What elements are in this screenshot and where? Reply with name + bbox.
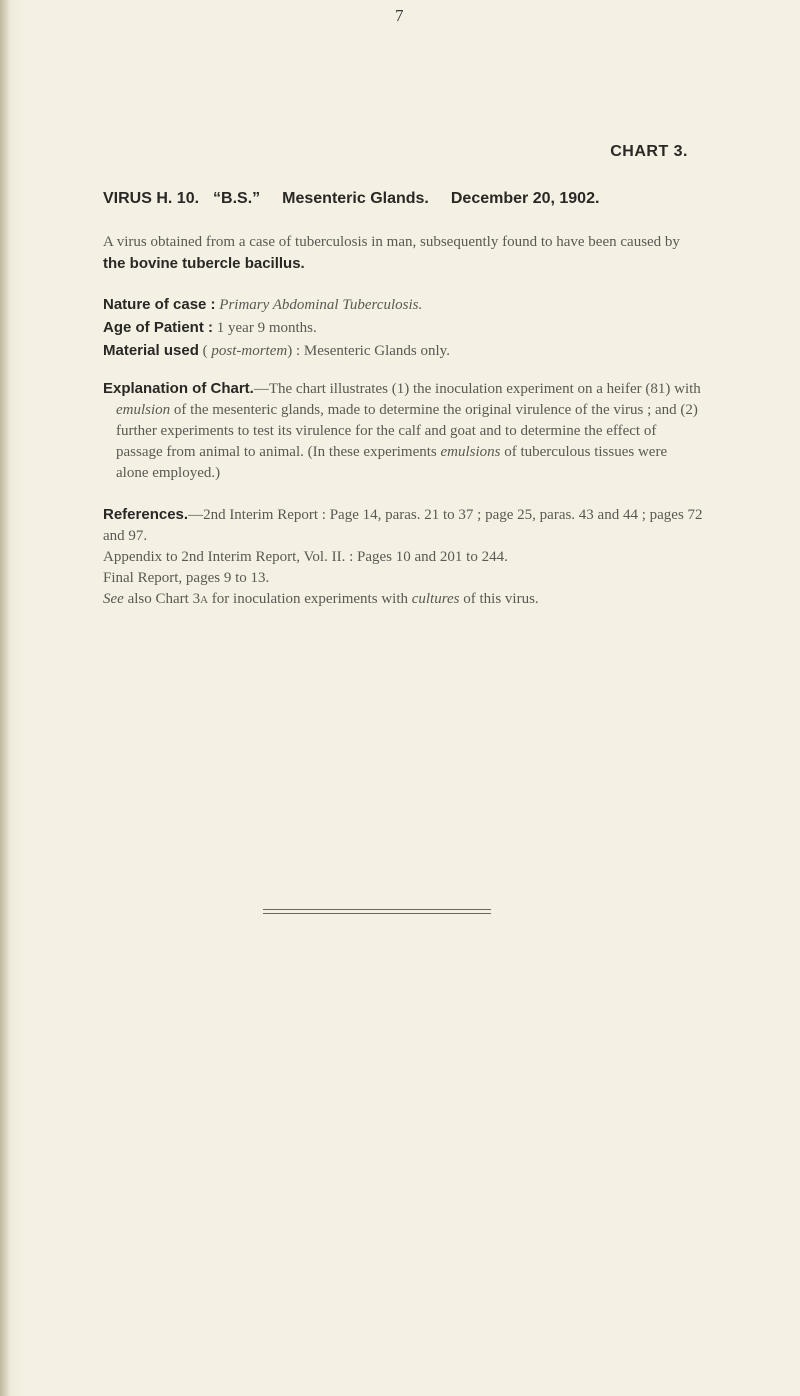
intro-text: A virus obtained from a case of tuberculosis in man, subsequently found to have been caused by: [103, 234, 680, 250]
case-material-row: Material used ( post-mortem) : Mesenteric Glands only.: [103, 342, 450, 359]
intro-paragraph: [103, 232, 703, 275]
references-line-3: Final Report, pages 9 to 13.: [103, 570, 270, 586]
explanation-italic-1: emulsion: [116, 402, 171, 418]
page-number: 7: [395, 6, 404, 25]
explanation-text-3: of tuberculous tissues were alone employed.): [116, 444, 668, 481]
chart-label: CHART 3.: [610, 143, 688, 160]
explanation-text-2: of the mesenteric glands, made to determine the original virulence of the virus ; and (2) further experiments to test its virulence for the calf and goat and to determine the effect of passage from animal to animal. (In these experiments: [116, 402, 698, 460]
explanation-body: [103, 378, 703, 484]
case-nature-row: [103, 294, 703, 316]
rule-bottom: [263, 913, 491, 914]
references-line-1: [90, 504, 705, 547]
chart-heading: [103, 190, 613, 208]
explanation-text-1: —The chart illustrates (1) the inoculation experiment on a heifer (81) with: [253, 381, 701, 397]
see-also-text-2: for inoculation experiments with: [208, 591, 412, 607]
book-spine-shadow: [0, 0, 10, 1396]
rule-top: [263, 909, 491, 910]
see-also-text-3: of this virus.: [459, 591, 539, 607]
explanation-paragraph: [103, 378, 703, 484]
case-nature-value: Primary Abdominal Tuberculosis.: [219, 297, 423, 313]
heading-virus: VIRUS H. 10.: [103, 190, 200, 207]
case-age-value: 1 year 9 months.: [216, 320, 317, 336]
case-age-label: Age of Patient :: [103, 319, 214, 336]
see-also-italic: See: [103, 591, 124, 607]
explanation-italic-2: emulsions: [440, 444, 501, 460]
case-material-value: Mesenteric Glands only.: [303, 343, 450, 359]
case-material-qualifier: post-mortem: [211, 343, 288, 359]
case-age-row: [103, 317, 703, 339]
references-see-also: [90, 589, 705, 611]
references-line-2: Appendix to 2nd Interim Report, Vol. II. : Pages 10 and 201 to 244.: [103, 549, 508, 565]
intro-bold: the bovine tubercle bacillus.: [103, 255, 305, 272]
references-paragraph: [90, 504, 705, 611]
heading-strain: “B.S.”: [213, 190, 261, 207]
see-also-text-1: also Chart 3: [123, 591, 201, 607]
case-nature-label: Nature of case :: [103, 296, 216, 313]
see-also-italic-2: cultures: [411, 591, 460, 607]
explanation-label: Explanation of Chart.: [103, 380, 254, 397]
see-also-smallcaps: A: [200, 594, 209, 606]
heading-material: Mesenteric Glands.: [282, 190, 429, 207]
references-label: References.: [103, 506, 189, 523]
heading-date: December 20, 1902.: [450, 190, 600, 207]
case-material-label: Material used: [103, 342, 199, 359]
case-details: [103, 294, 703, 362]
references-text-1: —2nd Interim Report : Page 14, paras. 21 to 37 ; page 25, paras. 43 and 44 ; pages 72 and 97.: [103, 507, 703, 544]
